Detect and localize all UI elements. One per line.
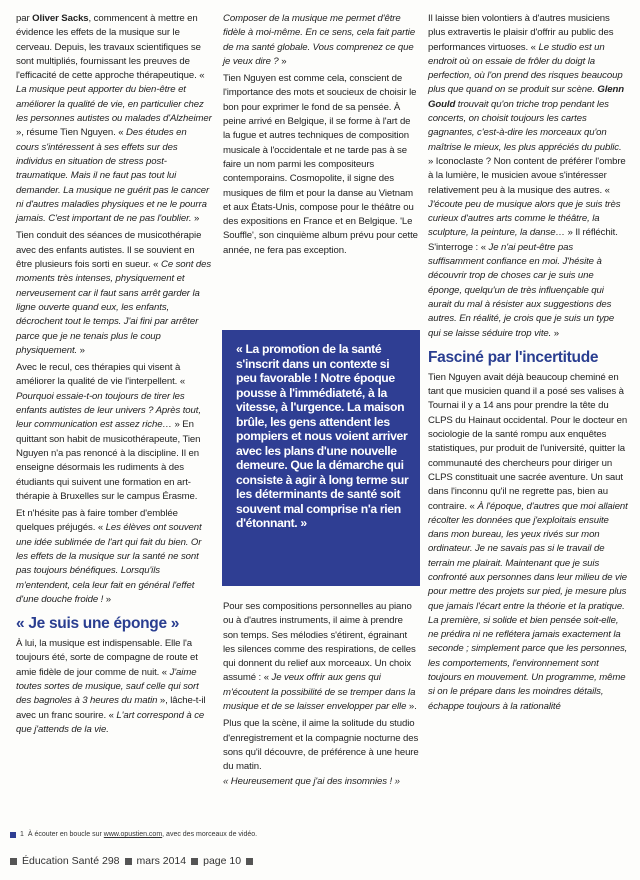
article-column-1 (16, 12, 212, 740)
paragraph: Tien Nguyen est comme cela, conscient de l'importance des mots et soucieux de choisir le bon pour exprimer le fond de sa pensée. À peine arrivé en Belgique, il se forme à l'art de la fugue et autres techniques de composition musicale à l'occidentale et ne tarde pas à se faire un nom parmi les compositeurs contemporains. Cosmopolite, il signe des musiques de film et pour la danse au Vietnam et aux États-Unis, compose pour le théâtre ou des expositions en France et en Belgique. 'Le Souffle', son cinquième album prévu pour cette année, ne fera pas exception. (223, 73, 418, 256)
article-column-2 (223, 12, 419, 261)
author-name: Oliver Sacks (32, 13, 89, 24)
paragraph: Tien conduit des séances de musicothérapie avec des enfants autistes. Il se souvient en être plusieurs fois sorti en sueur. « Ce sont des moments très intenses, physiquement et nerveusement car il faut sans arrêt garder la ligne ouverte quand eux, les enfants, décrochent tout le temps. J'ai fini par arrêter parce que je ne tenais plus le coup physiquement. » (16, 230, 212, 356)
pull-quote-text: « La promotion de la santé s'inscrit dans un contexte si peu favorable ! Notre époque pousse à l'immédiateté, à la vitesse, à l'urgence. La maison brûle, les gens attendent les pompiers et nous voient arriver avec les plans d'une nouvelle demeure. Que la démarche qui consiste à agir à long terme sur les déterminants de santé soit souvent mal comprise n'a rien d'étonnant. » (236, 342, 409, 530)
paragraph: À lui, la musique est indispensable. Elle l'a toujours été, sorte de compagne de route et amie fidèle de jour comme de nuit. « J'aime toutes sortes de musique, sauf celle qui sort des bagnoles à 3 heures du matin », lâche-t-il avec un franc sourire. « L'art correspond à ce que j'attends de la vie. (16, 638, 206, 735)
square-bullet-icon (125, 858, 132, 865)
section-heading: « Je suis une éponge » (16, 615, 180, 633)
page-footer (10, 855, 253, 867)
paragraph: Plus que la scène, il aime la solitude du studio d'enregistrement et la compagnie nocturne des sons qu'il découvre, de préférence à une heure du matin. « Heureusement que j'ai des insomnies ! » (223, 718, 419, 787)
website-link[interactable]: www.opustien.com (103, 831, 163, 838)
issue-date: mars 2014 (136, 855, 187, 867)
paragraph: Et n'hésite pas à faire tomber d'emblée quelques préjugés. « Les élèves ont souvent une idée sublimée de l'art qui fait du bien. Or les effets de la musique sur la santé ne sont pas toujours bénéfiques. Lorsqu'ils m'entendent, cela leur fait en général l'effet d'une douche froide ! » (16, 508, 202, 605)
paragraph: Avec le recul, ces thérapies qui visent à améliorer la qualité de vie l'interpellent. « Pourquoi essaie-t-on toujours de tirer les enfants autistes de leur univers ? Après tout, leur communication est assez riche… » En quittant son habit de musicothérapeute, Tien Nguyen n'a pas renoncé à la discipline. Il en enseigne désormais les rudiments à des étudiants qui suivent une formation en art-thérapie à Bruxelles sur le campus Érasme. (16, 362, 201, 502)
pull-quote (222, 330, 420, 586)
page-number: page 10 (203, 855, 242, 867)
paragraph: Composer de la musique me permet d'être fidèle à moi-même. En ce sens, cela fait partie de ma santé globale. Vous comprenez ce que je veux dire ? » (223, 13, 416, 67)
square-bullet-icon (246, 858, 253, 865)
paragraph: Tien Nguyen avait déjà beaucoup cheminé en tant que musicien quand il a posé ses valises à Tournai il y a 14 ans pour prendre la tête du CLPS du Hainaut occidental. Pour le docteur en sociologie de la santé rompu aux enquêtes statistiques, pur produit de l'université, quitter la communauté des chercheurs pour diriger un CLPS constituait une sacrée aventure. Un saut dans l'inconnu qu'il ne regrette pas, bien au contraire. « À l'époque, d'autres que moi allaient récolter les données que j'exploitais ensuite dans mon bureau, les yeux rivés sur mon ordinateur. Je ne savais pas si le travail de terrain me plairait. Maintenant que je suis confronté aux personnes dans leur milieu de vie pour mettre des projets sur pied, je mesure plus que jamais l'écart entre la théorie et la pratique. La première, si solide et bien pensée soit-elle, ne prédira ni ne reflétera jamais exactement la seconde ; simplement parce que les personnes, les comportements, l'environnement sont toujours en mouvement. Un programme, même si on le prépare dans les moindres détails, échappe toujours à la rationalité (428, 371, 628, 712)
magazine-issue: Éducation Santé 298 (22, 855, 120, 867)
footnote-text: À écouter en boucle sur www.opustien.com, avec des morceaux de vidéo. (27, 831, 258, 838)
paragraph: Pour ses compositions personnelles au piano ou à d'autres instruments, il aime à prendre son temps. Ses mélodies s'étirent, égrainant les silences comme des respirations, de celles qui donnent du relief aux morceaux. Un choix assumé : « Je veux offrir aux gens qui m'écoutent la possibilité de se tremper dans la musique et de se laisser envelopper par elle ». (223, 601, 417, 713)
person-name: Glenn Gould (428, 84, 625, 110)
paragraph: Il laisse bien volontiers à d'autres musiciens plus extravertis le plaisir d'offrir au public des performances virtuoses. « Le studio est un endroit où on essaie de frôler du doigt la perfection, où l'on prend des risques beaucoup plus que quand on se produit sur scène. Glenn Gould trouvait qu'on triche trop pendant les concerts, on choisit toujours les cartes gagnantes, c'est-à-dire les morceaux qu'on maîtrise le mieux, les plus appréciés du public. » Iconoclaste ? Non content de préférer l'ombre à la lumière, le musicien avoue s'intéresser relativement peu à la musique des autres. « J'écoute peu de musique alors que je suis très curieux d'autres arts comme le théâtre, la sculpture, la peinture, la danse… » Il réfléchit. S'interroge : « Je n'ai peut-être pas suffisamment confiance en moi. J'hésite à découvrir trop de choses car je suis une éponge, quelqu'un de très influençable qui aurait du mal à résister aux suggestions des autres. En réalité, je crois que je suis un type qui se laisse séduire trop vite. » (428, 13, 626, 339)
footnote (10, 831, 257, 838)
article-column-3 (428, 12, 628, 717)
article-column-2-continued (223, 600, 419, 792)
footnote-marker-icon (10, 832, 16, 838)
square-bullet-icon (10, 858, 17, 865)
section-heading: Fasciné par l'incertitude (428, 348, 599, 366)
square-bullet-icon (191, 858, 198, 865)
paragraph: par Oliver Sacks, commencent à mettre en évidence les effets de la musique sur le cerveau. Depuis, les travaux scientifiques se sont multipliés, fournissant les preuves de l'efficacité de cette approche thérapeutique. « La musique peut apporter du bien-être et améliorer la qualité de vie, en particulier chez les personnes autistes ou malades d'Alzheimer », résume Tien Nguyen. « Des études en cours s'intéressent à ses effets sur des individus en situation de stress post-traumatique. Mais il ne faut pas tout lui demander. La musique ne guérit pas le cancer ni d'autres maladies physiques et ne le pourra jamais. C'est important de ne pas l'oublier. » (16, 13, 212, 225)
footnote-number: 1 (20, 831, 24, 838)
